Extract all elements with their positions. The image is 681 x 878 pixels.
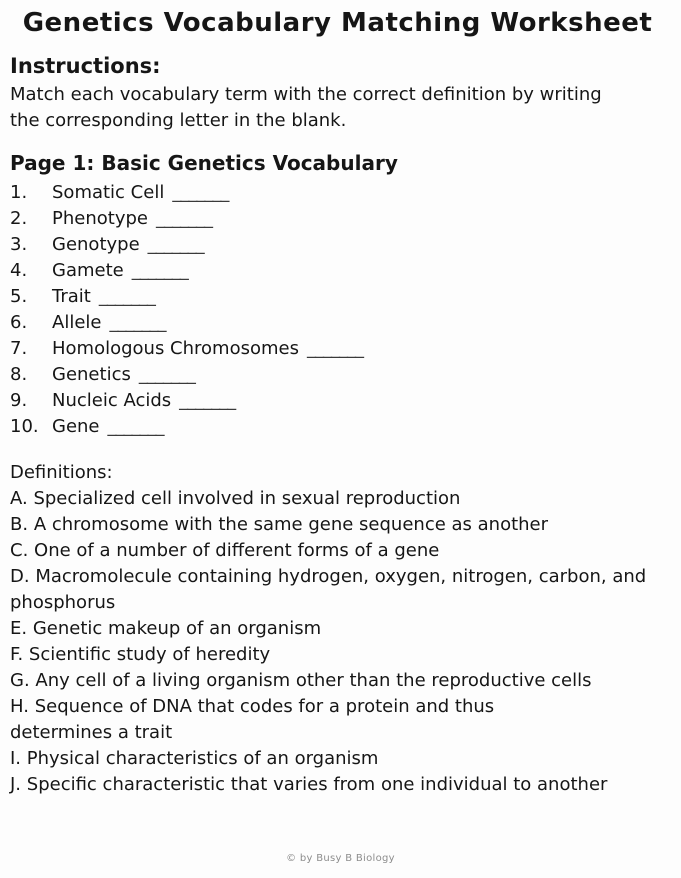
page-title: Genetics Vocabulary Matching Worksheet — [22, 8, 653, 38]
instructions-section — [10, 52, 665, 134]
definition-row — [10, 642, 665, 668]
definition-text: Scientific study of heredity — [28, 644, 271, 665]
term-number: 8. — [10, 364, 28, 385]
terms-list — [10, 180, 665, 440]
answer-blank[interactable]: _______ — [172, 182, 229, 203]
definition-text: Specific characteristic that varies from one individual to another — [26, 774, 608, 795]
term-label: Nucleic Acids — [52, 390, 172, 411]
answer-blank[interactable]: _______ — [147, 234, 204, 255]
definition-letter: C. — [10, 540, 29, 561]
definition-text: Specialized cell involved in sexual reproduction — [33, 488, 461, 509]
term-label: Gamete — [52, 260, 124, 281]
term-number: 2. — [10, 208, 28, 229]
term-number: 10. — [10, 416, 39, 437]
definition-text: Sequence of DNA that codes for a protein and thus determines a trait — [10, 696, 495, 743]
term-row — [10, 232, 665, 258]
definition-row — [10, 564, 665, 616]
answer-blank[interactable]: _______ — [131, 260, 188, 281]
term-row — [10, 336, 665, 362]
answer-blank[interactable]: _______ — [179, 390, 236, 411]
answer-blank[interactable]: _______ — [138, 364, 195, 385]
term-number: 6. — [10, 312, 28, 333]
definitions-heading: Definitions: — [10, 462, 113, 483]
term-label: Genotype — [52, 234, 140, 255]
answer-blank[interactable]: _______ — [109, 312, 166, 333]
definition-letter: G. — [10, 670, 30, 691]
definition-row — [10, 538, 665, 564]
term-row — [10, 414, 665, 440]
term-row — [10, 206, 665, 232]
section-heading: Page 1: Basic Genetics Vocabulary — [10, 151, 398, 175]
term-label: Trait — [52, 286, 91, 307]
definition-row — [10, 746, 665, 772]
definition-text: Macromolecule containing hydrogen, oxygen, nitrogen, carbon, and phosphorus — [10, 566, 647, 613]
term-number: 4. — [10, 260, 28, 281]
definition-row — [10, 772, 665, 798]
term-label: Somatic Cell — [52, 182, 165, 203]
definition-letter: B. — [10, 514, 29, 535]
definition-letter: A. — [10, 488, 28, 509]
definition-text: Genetic makeup of an organism — [32, 618, 322, 639]
footer-credit: © by Busy B Biology — [286, 853, 395, 864]
term-row — [10, 310, 665, 336]
definition-text: Physical characteristics of an organism — [26, 748, 379, 769]
definition-letter: E. — [10, 618, 28, 639]
definition-row — [10, 668, 665, 694]
answer-blank[interactable]: _______ — [306, 338, 363, 359]
definition-text: One of a number of different forms of a gene — [34, 540, 440, 561]
term-row — [10, 284, 665, 310]
definitions-list — [10, 486, 665, 798]
answer-blank[interactable]: _______ — [107, 416, 164, 437]
term-label: Gene — [52, 416, 100, 437]
term-number: 7. — [10, 338, 28, 359]
term-label: Homologous Chromosomes — [52, 338, 299, 359]
term-row — [10, 362, 665, 388]
term-number: 1. — [10, 182, 28, 203]
answer-blank[interactable]: _______ — [98, 286, 155, 307]
instructions-heading: Instructions: — [10, 54, 161, 78]
term-row — [10, 258, 665, 284]
instructions-text: Match each vocabulary term with the correct definition by writing the corresponding letter in the blank. — [10, 84, 602, 131]
term-number: 9. — [10, 390, 28, 411]
definition-letter: J. — [10, 774, 22, 795]
term-label: Genetics — [52, 364, 131, 385]
definition-row — [10, 694, 585, 746]
term-label: Allele — [52, 312, 102, 333]
term-label: Phenotype — [52, 208, 148, 229]
term-row — [10, 180, 665, 206]
definition-row — [10, 512, 665, 538]
definition-text: A chromosome with the same gene sequence as another — [33, 514, 549, 535]
definition-row — [10, 616, 665, 642]
definition-text: Any cell of a living organism other than the reproductive cells — [35, 670, 592, 691]
definition-row — [10, 486, 665, 512]
term-row — [10, 388, 665, 414]
definition-letter: H. — [10, 696, 29, 717]
term-number: 5. — [10, 286, 28, 307]
term-number: 3. — [10, 234, 28, 255]
definition-letter: F. — [10, 644, 24, 665]
definition-letter: D. — [10, 566, 30, 587]
answer-blank[interactable]: _______ — [155, 208, 212, 229]
definition-letter: I. — [10, 748, 22, 769]
